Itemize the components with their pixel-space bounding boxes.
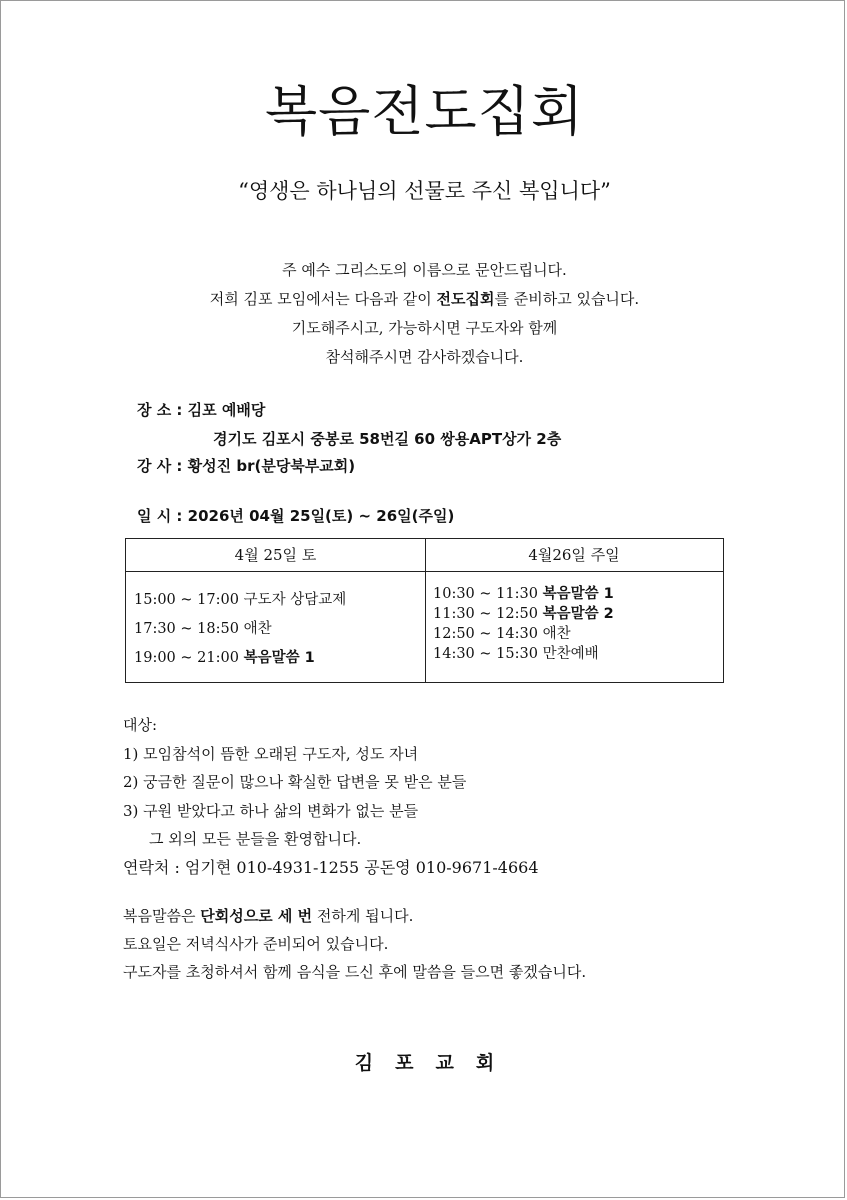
row-time: 17:30 ~ 18:50 xyxy=(134,621,244,637)
row-label-bold: 복음말씀 2 xyxy=(542,606,614,622)
schedule-row xyxy=(433,644,723,664)
schedule-rows-saturday xyxy=(126,572,425,673)
target-item: 2) 궁금한 질문이 많으나 확실한 답변을 못 받은 분들 xyxy=(123,773,467,791)
contact-info: 연락처 : 엄기현 010-4931-1255 공돈영 010-9671-4664 xyxy=(123,857,539,877)
schedule-row xyxy=(433,604,723,624)
row-time: 15:00 ~ 17:00 xyxy=(134,592,244,608)
greeting-line-3: 기도해주시고, 가능하시면 구도자와 함께 xyxy=(291,319,558,337)
row-time: 10:30 ~ 11:30 xyxy=(433,586,543,602)
schedule-row xyxy=(433,624,723,644)
schedule-header-saturday: 4월 25일 토 xyxy=(126,539,425,572)
notes-line-3: 구도자를 초청하셔서 함께 음식을 드신 후에 말씀을 들으면 좋겠습니다. xyxy=(123,963,587,981)
church-name-footer: 김포교회 xyxy=(354,1052,517,1074)
row-label-bold: 복음말씀 1 xyxy=(243,650,315,666)
greeting-line-4: 참석해주시면 감사하겠습니다. xyxy=(325,348,524,366)
row-label: 만찬예배 xyxy=(542,646,599,662)
notes-section xyxy=(123,902,586,986)
greeting-line-2 xyxy=(1,285,847,314)
greeting-line-1: 주 예수 그리스도의 이름으로 문안드립니다. xyxy=(282,261,567,279)
notes-line-2: 토요일은 저녁식사가 준비되어 있습니다. xyxy=(123,935,389,953)
target-heading: 대상: xyxy=(123,716,158,734)
target-audience-section xyxy=(123,711,539,882)
page-subtitle: “영생은 하나님의 선물로 주신 복입니다” xyxy=(238,179,611,203)
schedule-column-sunday xyxy=(425,539,723,682)
row-label: 애찬 xyxy=(243,621,272,637)
info-date: 일 시 : 2026년 04월 25일(토) ~ 26일(주일) xyxy=(137,507,455,525)
greeting-paragraph xyxy=(1,256,847,372)
greeting-emphasis: 전도집회 xyxy=(436,290,495,308)
schedule-column-saturday xyxy=(126,539,426,682)
target-welcome: 그 외의 모든 분들을 환영합니다. xyxy=(149,830,362,848)
schedule-row xyxy=(134,586,425,615)
row-time: 14:30 ~ 15:30 xyxy=(433,646,543,662)
notes-emphasis: 단회성으로 세 번 xyxy=(200,907,313,925)
schedule-row xyxy=(134,644,425,673)
schedule-row xyxy=(433,584,723,604)
info-speaker: 강 사 : 황성진 br(분당북부교회) xyxy=(137,457,356,475)
row-time: 19:00 ~ 21:00 xyxy=(134,650,244,666)
schedule-header-sunday: 4월26일 주일 xyxy=(425,539,723,572)
row-label: 애찬 xyxy=(542,626,571,642)
row-label: 구도자 상담교제 xyxy=(243,592,347,608)
schedule-rows-sunday xyxy=(425,572,723,664)
info-place: 장 소 : 김포 예배당 xyxy=(137,401,266,419)
row-label-bold: 복음말씀 1 xyxy=(542,586,614,602)
schedule-row xyxy=(134,615,425,644)
page-title: 복음전도집회 xyxy=(265,80,584,143)
greeting-line-2-end: 를 준비하고 있습니다. xyxy=(494,290,640,308)
schedule-table xyxy=(125,538,724,683)
info-address: 경기도 김포시 중봉로 58번길 60 쌍용APT상가 2층 xyxy=(213,430,562,448)
notes-line-1-end: 전하게 됩니다. xyxy=(312,907,414,925)
target-item: 1) 모임참석이 뜸한 오래된 구도자, 성도 자녀 xyxy=(123,744,419,763)
row-time: 12:50 ~ 14:30 xyxy=(433,626,543,642)
row-time: 11:30 ~ 12:50 xyxy=(433,606,543,622)
target-item: 3) 구원 받았다고 하나 삶의 변화가 없는 분들 xyxy=(123,801,419,820)
greeting-line-2-start: 저희 김포 모임에서는 다음과 같이 xyxy=(209,290,437,308)
notes-line-1-start: 복음말씀은 xyxy=(123,907,201,925)
notes-line-1 xyxy=(123,902,586,930)
